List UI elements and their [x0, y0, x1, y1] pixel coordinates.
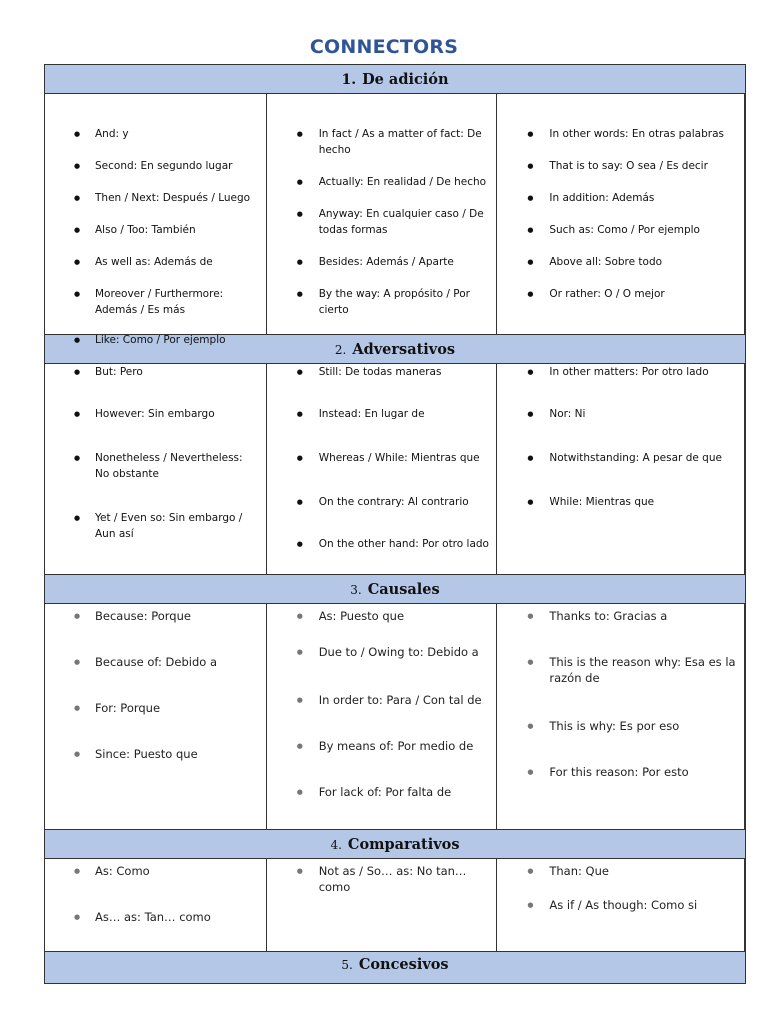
- column-1: [45, 94, 267, 346]
- list-item: ● As: Puesto que: [267, 608, 491, 624]
- column-3: [497, 859, 744, 951]
- list-item: ● As if / As though: Como si: [497, 897, 738, 913]
- section-name: De adición: [362, 71, 449, 88]
- connectors-table: [44, 64, 746, 984]
- section-header-concesivos: [44, 951, 746, 984]
- list-item: ● Above all: Sobre todo: [497, 254, 738, 270]
- list-item: ● As: Como: [45, 863, 260, 879]
- list-item: ● But: Pero: [45, 364, 260, 380]
- section-body-comparativos: [44, 859, 746, 951]
- list-item: ● Then / Next: Después / Luego: [45, 190, 260, 206]
- section-header-comparativos: [44, 829, 746, 859]
- column-3: [497, 94, 744, 334]
- list-item: ● Since: Puesto que: [45, 746, 260, 762]
- section-name: Causales: [367, 581, 440, 598]
- list-item: ● That is to say: O sea / Es decir: [497, 158, 738, 174]
- list-item: ● Because of: Debido a: [45, 654, 260, 670]
- list-item: ● Yet / Even so: Sin embargo / Aun así: [45, 510, 260, 542]
- list-item: ● Notwithstanding: A pesar de que: [497, 450, 738, 466]
- section-name: Adversativos: [352, 341, 456, 358]
- list-item: ● Thanks to: Gracias a: [497, 608, 738, 624]
- list-item: ● For: Porque: [45, 700, 260, 716]
- list-item: ● Due to / Owing to: Debido a: [267, 644, 491, 660]
- section-name: Concesivos: [358, 956, 449, 973]
- section-number: 2.: [334, 343, 347, 357]
- list-item: ● In other words: En otras palabras: [497, 126, 738, 142]
- list-item: ● As well as: Además de: [45, 254, 260, 270]
- list-item: ● While: Mientras que: [497, 494, 738, 510]
- section-body-adversativos: [44, 364, 746, 574]
- list-item: ● Such as: Como / Por ejemplo: [497, 222, 738, 238]
- section-body-causales: [44, 604, 746, 829]
- list-item: ● Like: Como / Por ejemplo: [45, 332, 260, 348]
- column-3: [497, 364, 744, 574]
- list-item: ● Second: En segundo lugar: [45, 158, 260, 174]
- section-number: 1.: [341, 72, 357, 88]
- section-number: 4.: [330, 838, 342, 852]
- list-item: ● Still: De todas maneras: [267, 364, 491, 380]
- column-2: [267, 364, 498, 574]
- list-item: ● On the contrary: Al contrario: [267, 494, 491, 510]
- list-item: ● Whereas / While: Mientras que: [267, 450, 491, 466]
- list-item: ● Anyway: En cualquier caso / De todas formas: [267, 206, 491, 238]
- list-item: ● Actually: En realidad / De hecho: [267, 174, 491, 190]
- section-header-causales: [44, 574, 746, 604]
- column-2: [267, 94, 498, 334]
- section-number: 5.: [341, 958, 353, 972]
- list-item: ● Besides: Además / Aparte: [267, 254, 491, 270]
- list-item: ● By the way: A propósito / Por cierto: [267, 286, 491, 318]
- list-item: ● In other matters: Por otro lado: [497, 364, 738, 380]
- list-item: ● By means of: Por medio de: [267, 738, 491, 754]
- column-2: [267, 604, 498, 829]
- list-item: ● Not as / So… as: No tan… como: [267, 863, 491, 895]
- column-1: [45, 604, 267, 829]
- list-item: ● On the other hand: Por otro lado: [267, 536, 491, 552]
- list-item: ● As… as: Tan… como: [45, 909, 260, 925]
- page-title: CONNECTORS: [309, 36, 459, 58]
- column-2: [267, 859, 498, 951]
- list-item: ● Also / Too: También: [45, 222, 260, 238]
- list-item: ● In addition: Además: [497, 190, 738, 206]
- list-item: ● This is why: Es por eso: [497, 718, 738, 734]
- list-item: ● Nonetheless / Nevertheless: No obstante: [45, 450, 260, 482]
- list-item: ● Than: Que: [497, 863, 738, 879]
- section-header-adicion: [44, 64, 746, 94]
- section-body-adicion: [44, 94, 746, 346]
- column-3: [497, 604, 744, 829]
- list-item: ● However: Sin embargo: [45, 406, 260, 422]
- list-item: ● This is the reason why: Esa es la razón de: [497, 654, 738, 686]
- list-item: ● In order to: Para / Con tal de: [267, 692, 491, 708]
- list-item: ● Or rather: O / O mejor: [497, 286, 738, 302]
- section-name: Comparativos: [347, 836, 460, 853]
- column-1: [45, 859, 267, 951]
- list-item: ● In fact / As a matter of fact: De hecho: [267, 126, 491, 158]
- list-item: ● And: y: [45, 126, 260, 142]
- section-number: 3.: [350, 583, 362, 597]
- list-item: ● Instead: En lugar de: [267, 406, 491, 422]
- column-1: [45, 364, 267, 574]
- list-item: ● Because: Porque: [45, 608, 260, 624]
- list-item: ● Moreover / Furthermore: Además / Es más: [45, 286, 260, 318]
- list-item: ● For this reason: Por esto: [497, 764, 738, 780]
- list-item: ● For lack of: Por falta de: [267, 784, 491, 800]
- list-item: ● Nor: Ni: [497, 406, 738, 422]
